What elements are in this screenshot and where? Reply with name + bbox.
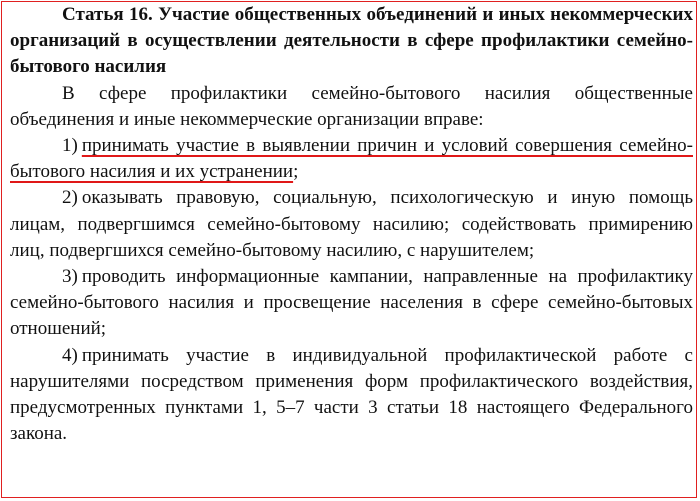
item-text: оказывать правовую, социальную, психологическую и иную помощь лицам, подвергшимся семейно-бытовому насилию; содействовать примирению лиц, подвергшихся семейно-бытовому насилию, с нарушителем; xyxy=(10,187,693,261)
item-number: 2) xyxy=(62,187,78,209)
article-title: Участие общественных объединений и иных некоммерческих организаций в осуществлении деятельности в сфере профилактики семейно-бытового насилия xyxy=(10,4,693,78)
list-item-3 xyxy=(10,264,693,343)
article-heading xyxy=(10,2,693,81)
item-number: 4) xyxy=(62,344,78,366)
list-item-2 xyxy=(10,185,693,264)
item-tail: ; xyxy=(293,161,299,183)
intro-paragraph: В сфере профилактики семейно-бытового насилия общественные объединения и иные некоммерческие организации вправе: xyxy=(10,82,693,130)
underlined-text: принимать участие в выявлении причин и условий совершения семейно-бытового насилия и их устранении xyxy=(10,135,693,183)
document-body xyxy=(10,2,693,447)
item-text: проводить информационные кампании, направленные на профилактику семейно-бытового насилия и просвещение населения в сфере семейно-бытовых отношений; xyxy=(10,266,693,340)
item-number: 1) xyxy=(62,135,78,157)
list-item-1 xyxy=(10,133,693,185)
article-number: Статья 16. xyxy=(62,4,153,25)
item-number: 3) xyxy=(62,266,78,288)
list-item-4 xyxy=(10,343,693,448)
item-text: принимать участие в индивидуальной профилактической работе с нарушителями посредством применения форм профилактического воздействия, предусмотренных пунктами 1, 5–7 части 3 статьи 18 настоящего Федерального закона. xyxy=(10,344,693,445)
